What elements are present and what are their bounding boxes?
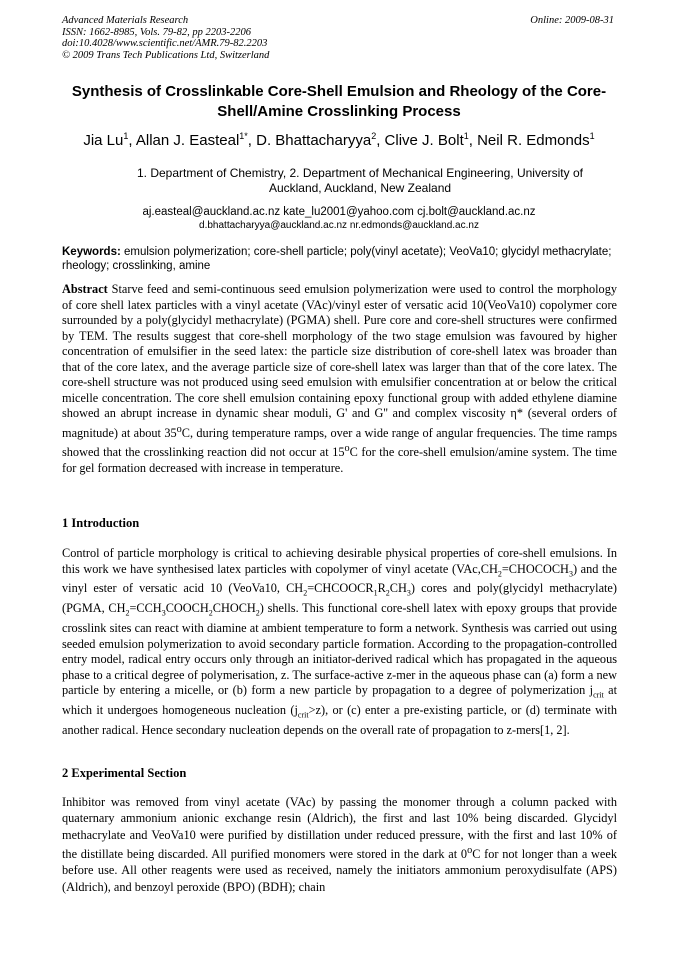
- copyright: © 2009 Trans Tech Publications Ltd, Switzerland: [62, 49, 270, 61]
- paper-title: Synthesis of Crosslinkable Core-Shell Emulsion and Rheology of the Core-Shell/Amine Crosslinking Process: [71, 83, 607, 120]
- author-list: Jia Lu$^1$, Allan J. Easteal$^{1*}$, D. Bhattacharyya$^2$, Clive J. Bolt$^1$, Neil R. Edmonds$^1$: [83, 131, 595, 149]
- abstract-label: Abstract: [62, 282, 108, 296]
- online-date: Online: 2009-08-31: [530, 15, 614, 26]
- keywords-text: emulsion polymerization; core-shell particle; poly(vinyl acetate); VeoVa10; glycidyl methacrylate; rheology; crosslinking, amine: [62, 246, 612, 272]
- affiliation: 1. Department of Chemistry, 2. Department of Mechanical Engineering, University of Auckland, Auckland, New Zealand: [137, 166, 583, 195]
- email-line-2: d.bhattacharyya@auckland.ac.nz nr.edmonds@auckland.ac.nz: [199, 220, 479, 231]
- doi: doi:10.4028/www.scientific.net/AMR.79-82.2203: [62, 38, 268, 49]
- issn: ISSN: 1662-8985, Vols. 79-82, pp 2203-2206: [62, 26, 251, 38]
- journal-header: [62, 15, 269, 61]
- journal-name: Advanced Materials Research: [62, 15, 189, 26]
- section-heading-introduction: 1 Introduction: [62, 516, 140, 530]
- experimental-paragraph: Inhibitor was removed from vinyl acetate (VAc) by passing the monomer through a column packed with quaternary ammonium anionic exchange resin (Aldrich), the first and last 10% being discarded. Glycidyl methacrylate and VeoVa10 were purified by distillation under reduced pressure, with the first and last 10% of the distillate being discarded. All purified monomers were stored in the dark at 0$^o$C for not longer than a week before use. All other reagents were used as received, namely the initiators ammonium peroxydisulfate (APS) (Aldrich), and benzoyl peroxide (BPO) (BDH); chain: [62, 795, 617, 894]
- email-line-1: aj.easteal@auckland.ac.nz kate_lu2001@yahoo.com cj.bolt@auckland.ac.nz: [142, 206, 536, 218]
- introduction-paragraph: Control of particle morphology is critical to achieving desirable physical properties of core-shell emulsions. In this work we have synthesised latex particles with copolymer of vinyl acetate $(VAc,CH_2=CHOCOCH_3)$ and the vinyl ester of versatic acid 10 (VeoVa10, $CH_2=CHCOOCR_1R_2CH_3$) cores and poly(glycidyl methacrylate) (PGMA, $CH_2=CCH_3COOCH_2CHOCH_2$) shells. This functional core-shell latex with epoxy groups that provide crosslink sites can react with diamine at ambient temperature to form a network. Synthesis was carried out using seeded emulsion polymerization to avoid secondary particle formation. According to the propagation-controlled entry model, radical entry occurs only through an initiator-derived radical which has propagated in the aqueous phase to a critical degree of polymerisation, z. The surface-active z-mer in the aqueous phase can (a) form a new particle by entering a micelle, or (b) form a new particle by propagation to a degree of polymerization $j_{crit}$ at which it undergoes homogeneous nucleation $(j_{crit}>z)$, or (c) enter a pre-existing particle, or (d) terminate with another radical. Hence secondary nucleation depends on the overall rate of propagation to z-mers[1, 2].: [62, 546, 617, 738]
- keywords-label: Keywords:: [62, 246, 121, 258]
- emails: [62, 206, 616, 232]
- abstract: Abstract Starve feed and semi-continuous seed emulsion polymerization were used to control the morphology of core shell latex particles with a vinyl acetate (VAc)/vinyl ester of versatic acid 10(VeoVa10) copolymer core surrounded by a poly(glycidyl methacrylate) (PGMA) shell. Pure core and core-shell structures were confirmed by TEM. The results suggest that core-shell morphology of the two stage emulsion was favoured by higher concentration of emulsifier in the seed latex: the particle size distribution of core-shell latex was broader than that of the core latex, and the average particle size of core-shell latex was larger than that of the core latex. The core-shell structure was not produced using seed emulsion with emulsifier concentration at or below the critical micelle concentration. The core shell emulsion containing epoxy functional group with added ethylene diamine showed an abrupt increase in dynamic shear moduli, G' and G'' and complex viscosity η* (several orders of magnitude) at about 35$^o$C, during temperature ramps, over a wide range of angular frequencies. The time ramps showed that the crosslinking reaction did not occur at 15$^o$C for the core-shell emulsion/amine system. The time for gel formation decreased with increase in temperature.: [62, 282, 618, 475]
- keywords: [62, 245, 618, 273]
- section-heading-experimental: 2 Experimental Section: [62, 766, 187, 780]
